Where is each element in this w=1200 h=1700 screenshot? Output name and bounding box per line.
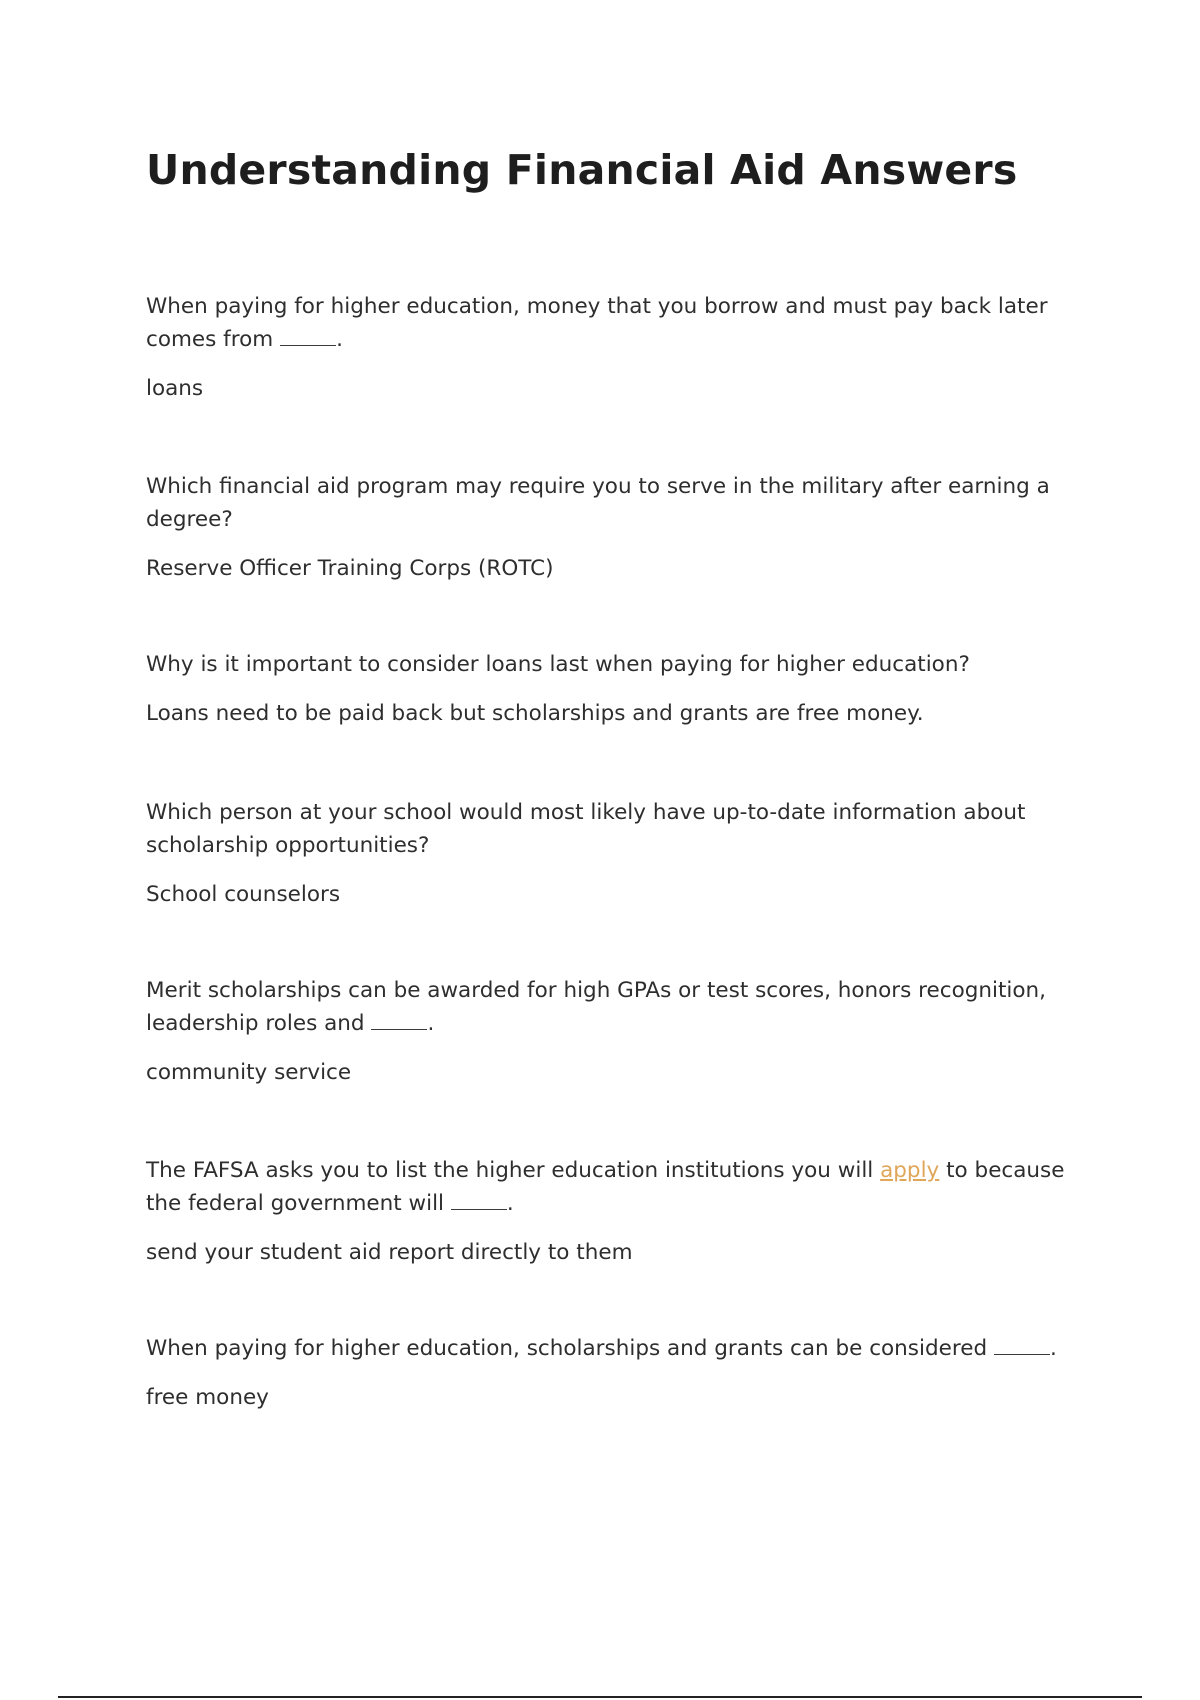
qa-item-7 <box>146 1332 1086 1414</box>
page-title: Understanding Financial Aid Answers <box>146 146 1018 194</box>
question-text: When paying for higher education, scholarships and grants can be considered <box>146 1336 988 1361</box>
question-text: When paying for higher education, money that you borrow and must pay back later comes from <box>146 294 1048 352</box>
question-text: . <box>1049 1336 1057 1361</box>
answer-6: send your student aid report directly to them <box>146 1240 633 1265</box>
question-6 <box>146 1154 1086 1220</box>
question-text: . <box>506 1191 514 1216</box>
question-7 <box>146 1332 1086 1365</box>
footer-divider <box>58 1696 1142 1698</box>
qa-item-2 <box>146 470 1086 585</box>
qa-item-4 <box>146 796 1086 911</box>
question-text: to because the federal government will <box>146 1158 1065 1216</box>
qa-item-3 <box>146 648 1086 730</box>
answer-blank <box>371 1009 427 1030</box>
answer-5: community service <box>146 1060 352 1085</box>
question-text: The FAFSA asks you to list the higher education institutions you will <box>146 1158 874 1183</box>
answer-3: Loans need to be paid back but scholarships and grants are free money. <box>146 701 924 726</box>
qa-item-5 <box>146 974 1086 1089</box>
qa-item-1 <box>146 290 1086 405</box>
question-text: . <box>427 1011 435 1036</box>
answer-4: School counselors <box>146 882 341 907</box>
apply-link[interactable]: apply <box>880 1158 940 1183</box>
answer-blank <box>451 1189 507 1210</box>
question-text: . <box>336 327 343 352</box>
answer-2: Reserve Officer Training Corps (ROTC) <box>146 556 554 581</box>
question-text: Merit scholarships can be awarded for high GPAs or test scores, honors recognition, leadership roles and <box>146 978 1047 1036</box>
question-3: Why is it important to consider loans last when paying for higher education? <box>146 652 970 677</box>
question-2: Which financial aid program may require you to serve in the military after earning a degree? <box>146 474 1050 532</box>
answer-1: loans <box>146 376 204 401</box>
qa-item-6 <box>146 1154 1086 1269</box>
question-1 <box>146 290 1086 356</box>
answer-blank <box>280 325 336 346</box>
answer-7: free money <box>146 1385 269 1410</box>
answer-blank <box>994 1334 1050 1355</box>
question-4: Which person at your school would most likely have up-to-date information about scholarship opportunities? <box>146 800 1026 858</box>
question-5 <box>146 974 1086 1040</box>
